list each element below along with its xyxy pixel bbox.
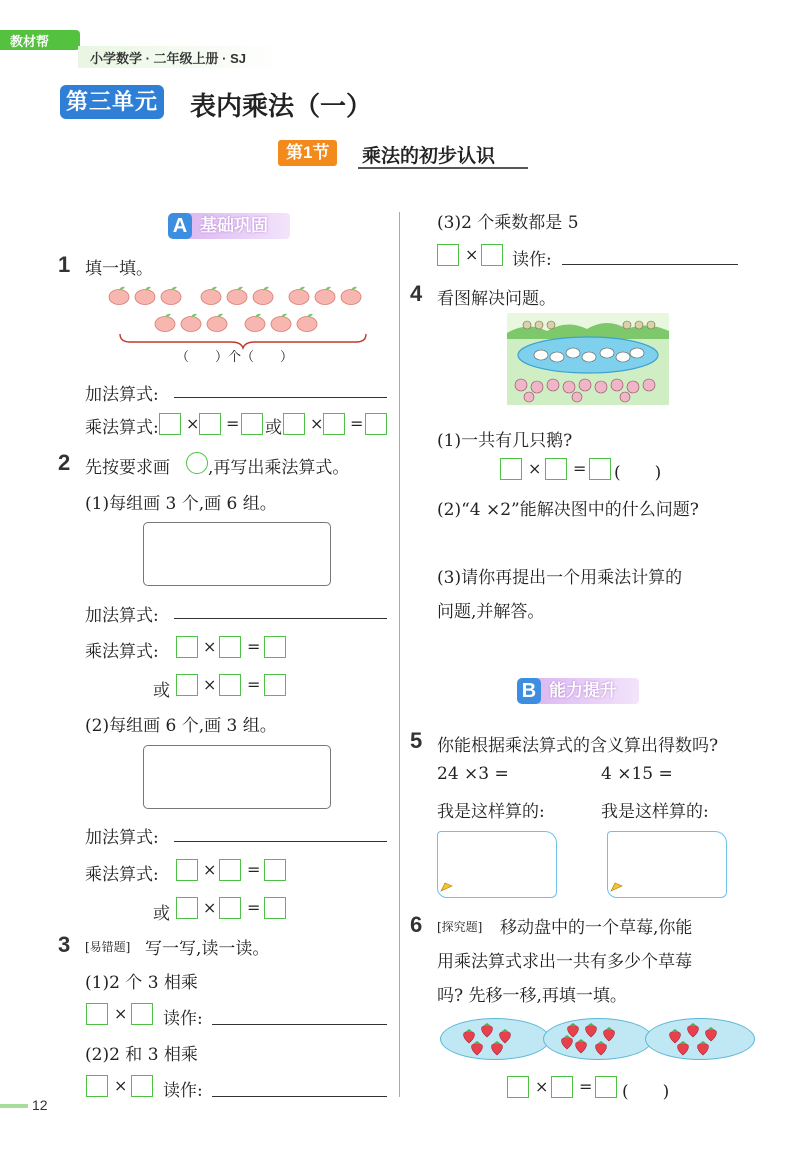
q3-box-3[interactable] (86, 1075, 108, 1097)
section-a-letter: A (168, 213, 192, 239)
q2-add-line-2[interactable] (174, 841, 387, 842)
section-b-letter: B (517, 678, 541, 704)
peach-icon (244, 312, 266, 332)
q3-read-line-1[interactable] (212, 1024, 387, 1025)
q2-box-8[interactable] (219, 859, 241, 881)
strawberry-icon (584, 1022, 598, 1038)
q5-number: 5 (410, 728, 423, 753)
q2-box-1[interactable] (176, 636, 198, 658)
q6-paren: ( ) (622, 1082, 670, 1102)
q2-equals-1: = (247, 637, 261, 656)
page-number: 12 (32, 1097, 48, 1113)
q6-times: × (535, 1077, 549, 1096)
q2-box-11[interactable] (219, 897, 241, 919)
section-b-label: 能力提升 (549, 681, 617, 700)
unit-badge: 第三单元 (60, 85, 164, 119)
q6-line-2: 用乘法算式求出一共有多少个草莓 (437, 952, 692, 972)
q2-times-3: × (203, 860, 217, 879)
strawberry-icon (490, 1040, 504, 1056)
q2-draw-area-2[interactable] (143, 745, 331, 809)
q2-equals-2: = (247, 675, 261, 694)
book-title: 小学数学 · 二年级上册 · SJ (90, 51, 247, 66)
lesson-title: 乘法的初步认识 (362, 146, 496, 167)
q3-times-3: × (465, 245, 479, 264)
q2-box-7[interactable] (176, 859, 198, 881)
q3-times-1: × (114, 1004, 128, 1023)
q2-box-4[interactable] (176, 674, 198, 696)
q5-expr-1: 24 ×3 = (437, 764, 509, 784)
q1-text: 填一填。 (85, 259, 153, 279)
strawberry-icon (686, 1022, 700, 1038)
q2-box-10[interactable] (176, 897, 198, 919)
q3-box-1[interactable] (86, 1003, 108, 1025)
peach-icon (314, 285, 336, 305)
q2-add-label-2: 加法算式: (85, 828, 159, 848)
peach-icon (288, 285, 310, 305)
q5-expr-2: 4 ×15 = (601, 764, 673, 784)
q1-box-2[interactable] (199, 413, 221, 435)
peach-icon (134, 285, 156, 305)
q2-mul-label-1: 乘法算式: (85, 642, 159, 662)
q3-number: 3 (58, 932, 71, 957)
brand-label: 教材帮 (10, 34, 50, 49)
q2-equals-4: = (247, 898, 261, 917)
q3-part3: (3)2 个乘数都是 5 (437, 213, 579, 233)
q2-box-9[interactable] (264, 859, 286, 881)
peach-icon (296, 312, 318, 332)
q1-add-line[interactable] (174, 397, 387, 398)
circle-icon (186, 452, 208, 474)
peach-icon (206, 312, 228, 332)
q4-box-2[interactable] (545, 458, 567, 480)
q1-equals-1: = (226, 414, 240, 433)
q1-box-3[interactable] (241, 413, 263, 435)
q3-times-2: × (114, 1076, 128, 1095)
q6-equals: = (579, 1077, 593, 1096)
q4-number: 4 (410, 281, 423, 306)
q2-box-3[interactable] (264, 636, 286, 658)
strawberry-icon (696, 1040, 710, 1056)
q2-mul-label-2: 乘法算式: (85, 865, 159, 885)
q2-box-5[interactable] (219, 674, 241, 696)
q4-part3-line2: 问题,并解答。 (437, 602, 545, 622)
q3-part1: (1)2 个 3 相乘 (85, 973, 198, 993)
peach-icon (108, 285, 130, 305)
q4-part3-line1: (3)请你再提出一个用乘法计算的 (437, 568, 683, 588)
q2-add-line-1[interactable] (174, 618, 387, 619)
q6-line-3: 吗? 先移一移,再填一填。 (437, 986, 627, 1006)
q1-times-2: × (310, 414, 324, 433)
q4-part1: (1)一共有几只鹅? (437, 431, 573, 451)
q1-times-1: × (186, 414, 200, 433)
q1-box-5[interactable] (323, 413, 345, 435)
q3-read-1: 读作: (163, 1009, 203, 1029)
q2-box-6[interactable] (264, 674, 286, 696)
q5-answer-area-2[interactable] (607, 831, 727, 898)
strawberry-icon (676, 1040, 690, 1056)
q2-text-before: 先按要求画 (85, 458, 170, 478)
q6-box-3[interactable] (595, 1076, 617, 1098)
q5-answer-area-1[interactable] (437, 831, 557, 898)
q3-box-6[interactable] (481, 244, 503, 266)
q5-how-2: 我是这样算的: (601, 802, 709, 822)
q2-or-2: 或 (153, 904, 170, 924)
lesson-underline (358, 167, 528, 169)
peach-icon (270, 312, 292, 332)
q3-read-line-2[interactable] (212, 1096, 387, 1097)
q3-box-4[interactable] (131, 1075, 153, 1097)
strawberry-icon (574, 1038, 588, 1054)
q2-times-2: × (203, 675, 217, 694)
unit-title: 表内乘法（一） (190, 91, 373, 121)
q2-box-2[interactable] (219, 636, 241, 658)
q1-box-4[interactable] (283, 413, 305, 435)
q1-box-1[interactable] (159, 413, 181, 435)
q1-number: 1 (58, 252, 71, 277)
peach-icon (160, 285, 182, 305)
peach-icon (180, 312, 202, 332)
q6-box-2[interactable] (551, 1076, 573, 1098)
section-a-label: 基础巩固 (200, 216, 268, 235)
q4-times: × (528, 459, 542, 478)
q3-read-3: 读作: (512, 250, 552, 270)
peach-icon (340, 285, 362, 305)
q5-text: 你能根据乘法算式的含义算出得数吗? (437, 736, 719, 756)
q4-box-1[interactable] (500, 458, 522, 480)
q1-mul-label: 乘法算式: (85, 418, 159, 438)
peach-icon (200, 285, 222, 305)
q1-box-6[interactable] (365, 413, 387, 435)
footer-bar (0, 1104, 28, 1108)
q1-equals-2: = (350, 414, 364, 433)
goose-pond-picture (507, 313, 669, 405)
q2-part1: (1)每组画 3 个,画 6 组。 (85, 494, 277, 514)
strawberry-icon (594, 1040, 608, 1056)
q2-draw-area-1[interactable] (143, 522, 331, 586)
pencil-icon (440, 880, 454, 892)
q5-how-1: 我是这样算的: (437, 802, 545, 822)
q4-part2: (2)“4 ×2”能解决图中的什么问题? (437, 500, 699, 520)
q4-text: 看图解决问题。 (437, 289, 556, 309)
q2-box-12[interactable] (264, 897, 286, 919)
strawberry-icon (560, 1034, 574, 1050)
q3-read-line-3[interactable] (562, 264, 738, 265)
q2-times-1: × (203, 637, 217, 656)
peach-icon (154, 312, 176, 332)
q3-read-2: 读作: (163, 1081, 203, 1101)
pencil-icon (610, 880, 624, 892)
q4-equals: = (573, 459, 587, 478)
q2-equals-3: = (247, 860, 261, 879)
q6-box-1[interactable] (507, 1076, 529, 1098)
q6-number: 6 (410, 912, 423, 937)
column-divider (399, 212, 400, 1097)
strawberry-icon (470, 1040, 484, 1056)
q3-text: 写一写,读一读。 (145, 939, 270, 959)
q1-add-label: 加法算式: (85, 385, 159, 405)
q4-paren: ( ) (614, 463, 662, 483)
q2-or-1: 或 (153, 681, 170, 701)
q3-box-5[interactable] (437, 244, 459, 266)
lesson-badge: 第1节 (278, 140, 337, 166)
q1-or: 或 (265, 418, 282, 438)
q4-box-3[interactable] (589, 458, 611, 480)
q2-times-4: × (203, 898, 217, 917)
q3-part2: (2)2 和 3 相乘 (85, 1045, 198, 1065)
peach-icon (252, 285, 274, 305)
q3-tag: [易错题] (85, 940, 131, 954)
q1-brace-label: （ ）个（ ） (176, 350, 294, 365)
q6-line-1: 移动盘中的一个草莓,你能 (500, 918, 693, 938)
q2-add-label-1: 加法算式: (85, 606, 159, 626)
strawberry-icon (480, 1022, 494, 1038)
q3-box-2[interactable] (131, 1003, 153, 1025)
q6-tag: [探究题] (437, 920, 483, 934)
q2-text-after: ,再写出乘法算式。 (208, 458, 350, 478)
q2-part2: (2)每组画 6 个,画 3 组。 (85, 716, 277, 736)
peach-icon (226, 285, 248, 305)
q2-number: 2 (58, 450, 71, 475)
